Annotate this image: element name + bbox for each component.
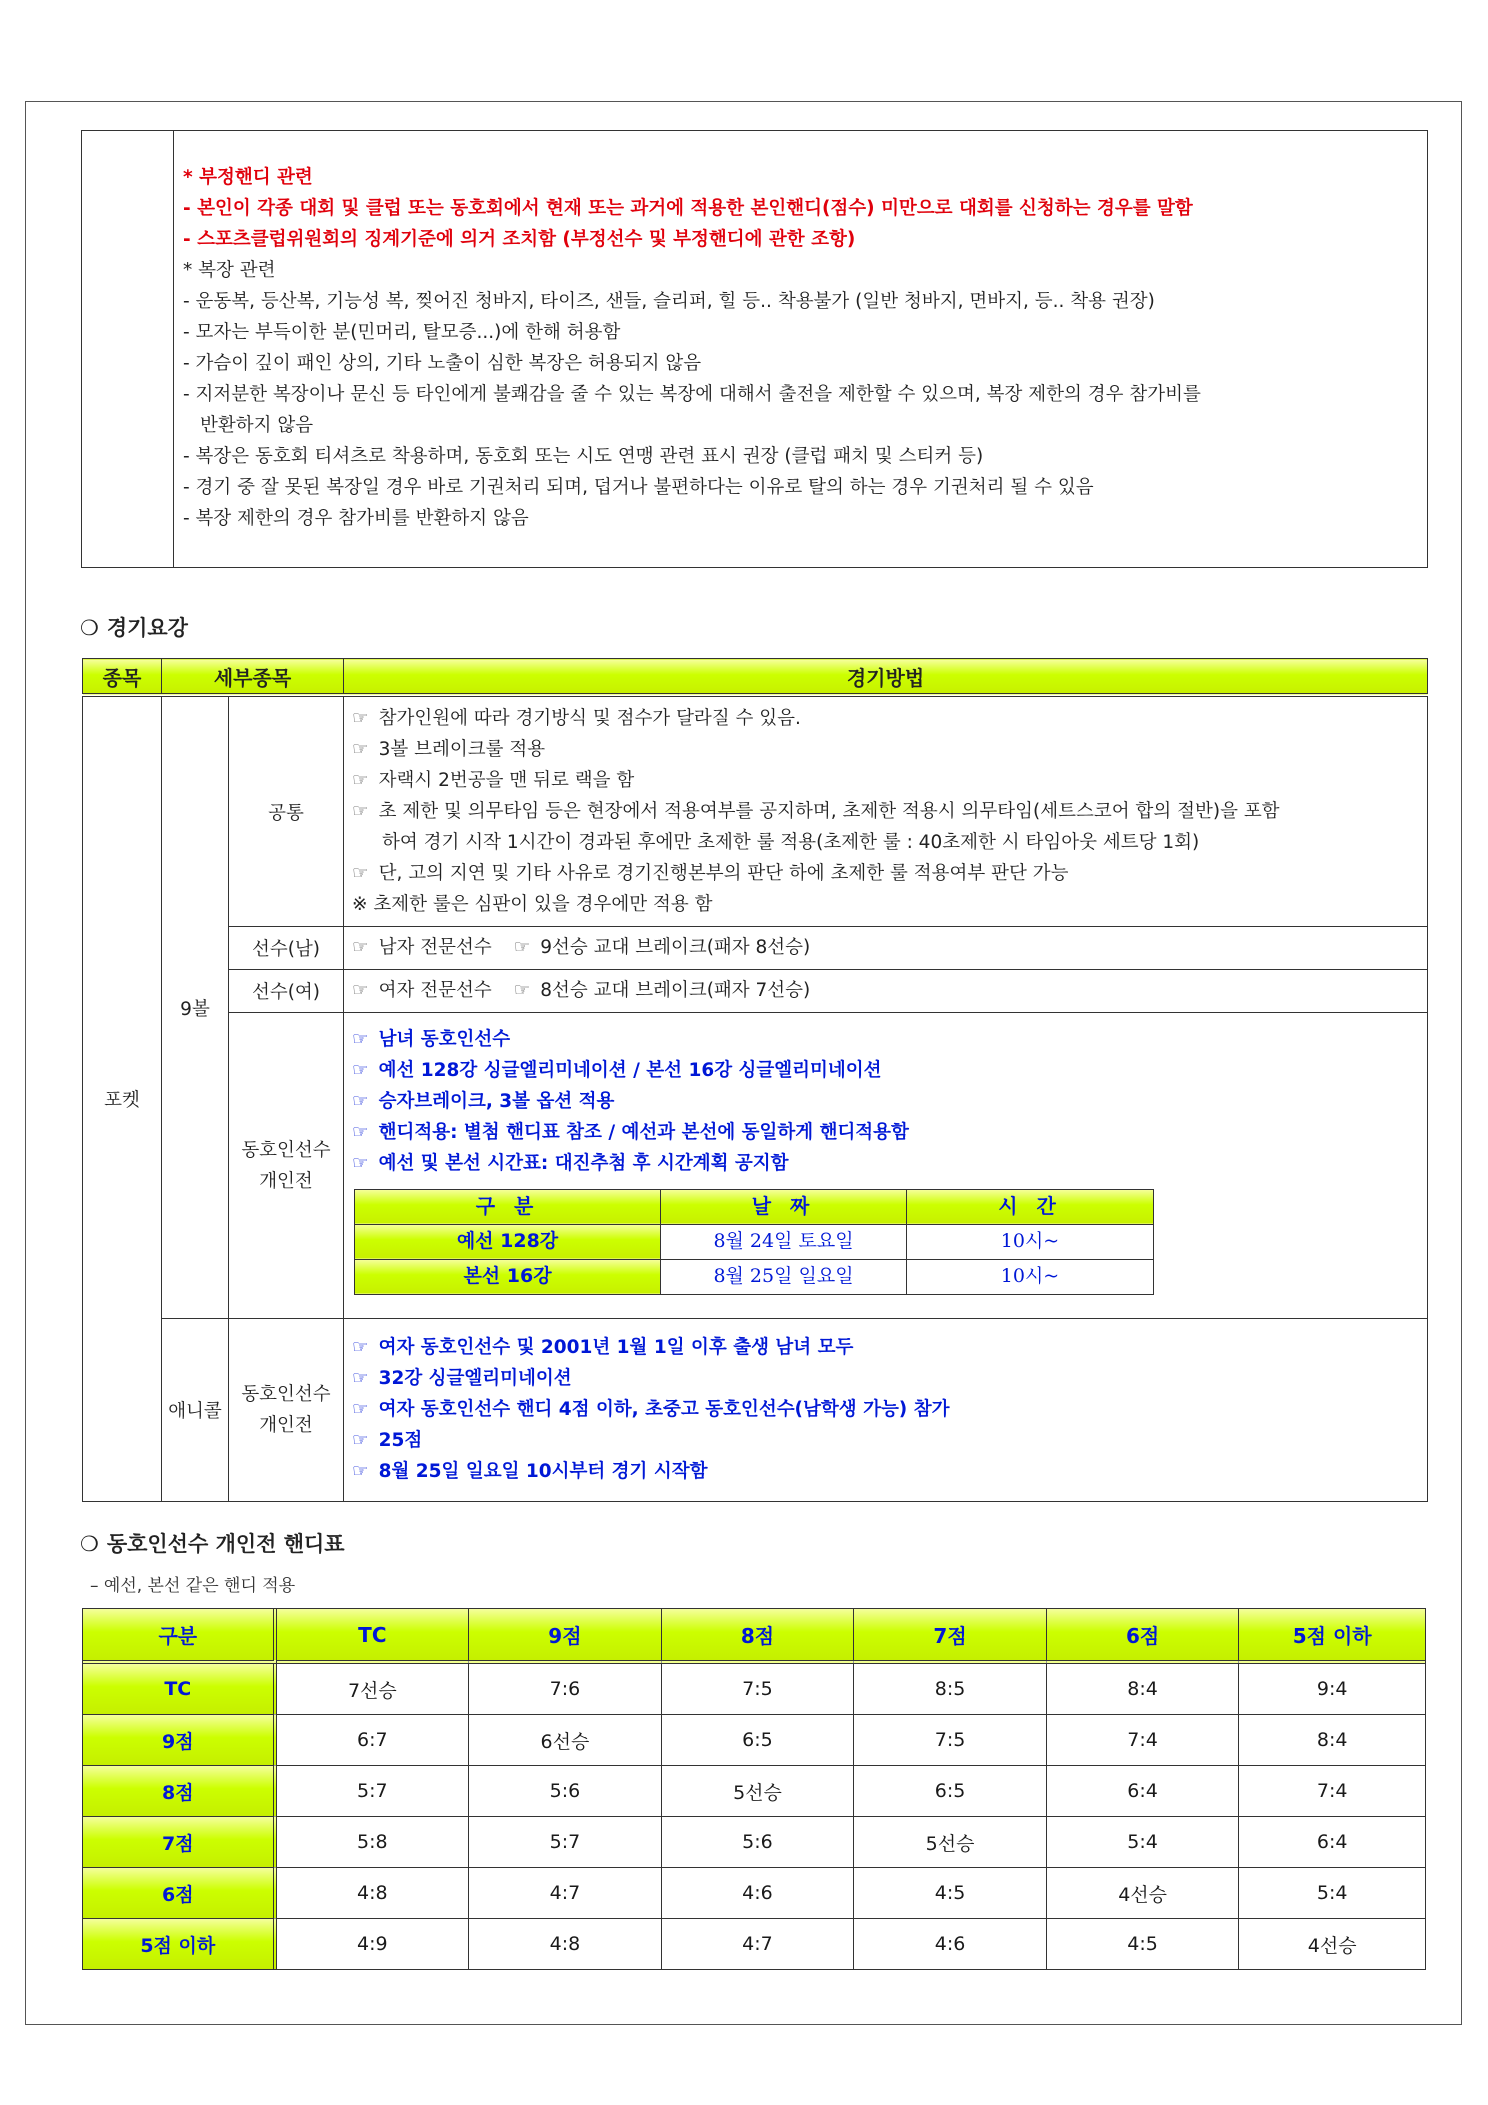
rule-text: 단, 고의 지연 및 기타 사유로 경기진행본부의 판단 하에 초제한 룰 적용여부 판단 가능 [378, 862, 1069, 884]
table-row [83, 1868, 1425, 1919]
handicap-cell: 5:6 [469, 1766, 662, 1817]
rule-text: 자랙시 2번공을 맨 뒤로 랙을 함 [378, 769, 635, 791]
handicap-header: 7점 [854, 1609, 1047, 1664]
hand-pointer-icon: ☞ [352, 1430, 369, 1451]
rule-line [352, 1332, 1427, 1363]
rule-text: 25점 [378, 1430, 423, 1451]
rule-text: 8월 25일 일요일 10시부터 경기 시작함 [378, 1461, 708, 1482]
handicap-cell: 8:4 [1239, 1715, 1425, 1766]
schedule-date: 8월 24일 토요일 [661, 1224, 907, 1259]
handicap-header: 8점 [662, 1609, 855, 1664]
anicall-rules [344, 1319, 1428, 1502]
hand-pointer-icon: ☞ [513, 980, 531, 1001]
anicall-label-2: 개인전 [259, 1415, 313, 1436]
handicap-cell: 7:5 [662, 1664, 855, 1715]
rule-line [352, 1363, 1427, 1394]
hand-pointer-icon: ☞ [352, 862, 369, 884]
rule-text: 남녀 동호인선수 [378, 1028, 511, 1050]
rule-text: 3볼 브레이크룰 적용 [378, 738, 546, 760]
rule-line [352, 858, 1427, 889]
notice-line: - 운동복, 등산복, 기능성 복, 찢어진 청바지, 타이즈, 샌들, 슬리퍼, 힐 등.. 착용불가 (일반 청바지, 면바지, 등.. 착용 권장) [183, 291, 1155, 312]
hand-pointer-icon: ☞ [352, 1399, 369, 1420]
table-row [83, 1715, 1425, 1766]
table-row [83, 1766, 1425, 1817]
rule-text: 하여 경기 시작 1시간이 경과된 후에만 초제한 룰 적용(초제한 룰 : 40초제한 시 타임아웃 세트당 1회) [382, 831, 1200, 853]
handicap-cell: 9:4 [1239, 1664, 1425, 1715]
rule-line [352, 1425, 1427, 1456]
rule-text: 예선 및 본선 시간표: 대진추첨 후 시간계획 공지함 [378, 1152, 789, 1174]
handicap-header: 5점 이하 [1239, 1609, 1425, 1664]
rule-line [352, 889, 1427, 920]
rule-text: 여자 동호인선수 핸디 4점 이하, 초중고 동호인선수(남학생 가능) 참가 [378, 1399, 950, 1420]
handicap-cell: 4:6 [662, 1868, 855, 1919]
rule-text: 승자브레이크, 3볼 옵션 적용 [378, 1090, 615, 1112]
schedule-header-date: 날 짜 [661, 1189, 907, 1224]
schedule-date: 8월 25일 일요일 [661, 1259, 907, 1294]
rule-line [352, 796, 1427, 827]
rule-text: 여자 동호인선수 및 2001년 1월 1일 이후 출생 남녀 모두 [378, 1337, 854, 1358]
schedule-row-label: 본선 16강 [355, 1259, 661, 1294]
rule-text: 초 제한 및 의무타임 등은 현장에서 적용여부를 공지하며, 초제한 적용시 의무타임(세트스코어 합의 절반)을 포함 [378, 800, 1280, 822]
hand-pointer-icon: ☞ [352, 1121, 369, 1143]
handicap-row-label: 7점 [83, 1817, 277, 1868]
sub-nine-ball: 9볼 [162, 695, 229, 1319]
hand-pointer-icon: ☞ [352, 707, 369, 729]
handicap-row-label: 9점 [83, 1715, 277, 1766]
amateur-rule-lines [352, 1024, 1427, 1179]
hand-pointer-icon: ☞ [352, 980, 369, 1001]
common-rules [344, 695, 1428, 927]
schedule-time: 10시~ [907, 1259, 1154, 1294]
notice-line: * 부정핸디 관련 [183, 167, 313, 188]
handicap-cell: 5:8 [277, 1817, 470, 1868]
schedule-time: 10시~ [907, 1224, 1154, 1259]
hand-pointer-icon: ☞ [352, 1461, 369, 1482]
handicap-cell: 7:6 [469, 1664, 662, 1715]
section-title-handicap [80, 1528, 345, 1558]
handicap-cell: 4:7 [469, 1868, 662, 1919]
hand-pointer-icon: ☞ [352, 1028, 369, 1050]
handicap-row-label: 5점 이하 [83, 1919, 277, 1969]
circle-bullet-icon: ❍ [80, 1532, 99, 1556]
handicap-cell: 5선승 [662, 1766, 855, 1817]
hand-pointer-icon: ☞ [513, 937, 531, 958]
rule-line [352, 1456, 1427, 1487]
handicap-row-label: 6점 [83, 1868, 277, 1919]
rule-text: 32강 싱글엘리미네이션 [378, 1368, 572, 1389]
notice-line: - 가슴이 깊이 패인 상의, 기타 노출이 심한 복장은 허용되지 않음 [183, 353, 702, 374]
rule-text: 예선 128강 싱글엘리미네이션 / 본선 16강 싱글엘리미네이션 [378, 1059, 882, 1081]
table-row [83, 1919, 1425, 1969]
women-rules [344, 970, 1428, 1013]
handicap-table [82, 1608, 1426, 1970]
handicap-cell: 4:8 [277, 1868, 470, 1919]
hand-pointer-icon: ☞ [352, 738, 369, 760]
rule-line [352, 1148, 1427, 1179]
amateur-label-1: 동호인선수 [241, 1139, 331, 1161]
handicap-header: TC [277, 1609, 470, 1664]
rule-line [352, 827, 1427, 858]
handicap-cell: 5선승 [854, 1817, 1047, 1868]
sub-anicall: 애니콜 [162, 1319, 229, 1502]
notice-box [81, 130, 1428, 568]
notice-line: - 본인이 각종 대회 및 클럽 또는 동호회에서 현재 또는 과거에 적용한 본인핸디(점수) 미만으로 대회를 신청하는 경우를 말함 [183, 198, 1193, 219]
handicap-row-label: 8점 [83, 1766, 277, 1817]
handicap-cell: 5:7 [277, 1766, 470, 1817]
handicap-header: 6점 [1047, 1609, 1240, 1664]
handicap-cell: 4선승 [1047, 1868, 1240, 1919]
amateur-rules [344, 1013, 1428, 1319]
handicap-cell: 4선승 [1307, 1934, 1357, 1957]
header-sub-event: 세부종목 [162, 659, 344, 696]
handicap-cell: 6:5 [662, 1715, 855, 1766]
notice-line: - 모자는 부득이한 분(민머리, 탈모증...)에 한해 허용함 [183, 322, 621, 343]
schedule-row-label: 예선 128강 [355, 1224, 661, 1259]
rule-line [352, 1394, 1427, 1425]
hand-pointer-icon: ☞ [352, 937, 369, 958]
handicap-cell: 6:4 [1239, 1817, 1425, 1868]
handicap-cell: 8:5 [854, 1664, 1047, 1715]
anicall-rule-lines [352, 1332, 1427, 1487]
handicap-cell: 4:7 [662, 1919, 855, 1969]
handicap-cell: 7:4 [1239, 1766, 1425, 1817]
event-pocket: 포켓 [83, 695, 162, 1502]
handicap-cell: 4:5 [854, 1868, 1047, 1919]
women-rule-b: 8선승 교대 브레이크(패자 7선승) [540, 980, 811, 1001]
notice-line: - 복장 제한의 경우 참가비를 반환하지 않음 [183, 508, 529, 529]
schedule-header-time: 시 간 [907, 1189, 1154, 1224]
rule-text: 참가인원에 따라 경기방식 및 점수가 달라질 수 있음. [378, 707, 801, 729]
schedule-header-division: 구 분 [355, 1189, 661, 1224]
handicap-cell: 6:4 [1047, 1766, 1240, 1817]
section-title-text: 경기요강 [106, 616, 188, 640]
handicap-cell: 7:4 [1047, 1715, 1240, 1766]
rule-text: ※ 초제한 룰은 심판이 있을 경우에만 적용 함 [352, 893, 713, 915]
rule-line [352, 703, 1427, 734]
rule-line [352, 765, 1427, 796]
section-title-rules [80, 612, 188, 642]
notice-line: 반환하지 않음 [200, 415, 314, 436]
hand-pointer-icon: ☞ [352, 769, 369, 791]
category-men: 선수(남) [229, 927, 344, 970]
hand-pointer-icon: ☞ [352, 1368, 369, 1389]
category-amateur [229, 1013, 344, 1319]
handicap-cell: 4:5 [1047, 1919, 1240, 1969]
rule-line [352, 1117, 1427, 1148]
notice-line: - 지저분한 복장이나 문신 등 타인에게 불쾌감을 줄 수 있는 복장에 대해서 출전을 제한할 수 있으며, 복장 제한의 경우 참가비를 [183, 384, 1201, 405]
handicap-cell: 5:6 [662, 1817, 855, 1868]
rule-line [352, 1055, 1427, 1086]
table-row [83, 1664, 1425, 1715]
handicap-cell: 5:4 [1047, 1817, 1240, 1868]
hand-pointer-icon: ☞ [352, 1152, 369, 1174]
competition-table [82, 658, 1428, 1502]
section-title-text: 동호인선수 개인전 핸디표 [106, 1532, 345, 1556]
hand-pointer-icon: ☞ [352, 800, 369, 822]
header-method: 경기방법 [344, 659, 1428, 696]
handicap-cell: 4:6 [854, 1919, 1047, 1969]
category-anicall-amateur [229, 1319, 344, 1502]
women-rule-a: 여자 전문선수 [378, 980, 492, 1001]
handicap-cell: 6선승 [469, 1715, 662, 1766]
handicap-cell: 5:4 [1239, 1868, 1425, 1919]
handicap-cell: 5:7 [469, 1817, 662, 1868]
handicap-row-label: TC [83, 1664, 277, 1715]
circle-bullet-icon: ❍ [80, 616, 99, 640]
table-row [83, 1817, 1425, 1868]
notice-line: - 스포츠클럽위원회의 징계기준에 의거 조치함 (부정선수 및 부정핸디에 관한 조항) [183, 229, 856, 250]
category-common: 공통 [229, 695, 344, 927]
notice-body [174, 131, 1427, 567]
category-women: 선수(여) [229, 970, 344, 1013]
hand-pointer-icon: ☞ [352, 1337, 369, 1358]
handicap-header: 9점 [469, 1609, 662, 1664]
notice-line: - 복장은 동호회 티셔츠로 착용하며, 동호회 또는 시도 연맹 관련 표시 권장 (클럽 패치 및 스티커 등) [183, 446, 984, 467]
rule-line [352, 1024, 1427, 1055]
rule-line [352, 1086, 1427, 1117]
handicap-cell: 6:7 [277, 1715, 470, 1766]
notice-left-cell [82, 131, 174, 567]
handicap-cell: 6:5 [854, 1766, 1047, 1817]
handicap-cell: 7:5 [854, 1715, 1047, 1766]
header-event: 종목 [83, 659, 162, 696]
handicap-cell: 8:4 [1047, 1664, 1240, 1715]
notice-line: - 경기 중 잘 못된 복장일 경우 바로 기권처리 되며, 덥거나 불편하다는 이유로 탈의 하는 경우 기권처리 될 수 있음 [183, 477, 1094, 498]
amateur-label-2: 개인전 [259, 1170, 313, 1192]
handicap-cell: 7선승 [277, 1664, 470, 1715]
men-rules [344, 927, 1428, 970]
handicap-cell: 4:9 [277, 1919, 470, 1969]
handicap-header: 구분 [83, 1609, 277, 1664]
handicap-cell: 4:8 [469, 1919, 662, 1969]
schedule-table [354, 1189, 1154, 1295]
rule-text: 핸디적용: 별첨 핸디표 참조 / 예선과 본선에 동일하게 핸디적용함 [378, 1121, 909, 1143]
anicall-label-1: 동호인선수 [241, 1384, 331, 1405]
men-rule-a: 남자 전문선수 [378, 937, 492, 958]
rule-line [352, 734, 1427, 765]
notice-line: * 복장 관련 [183, 260, 276, 281]
hand-pointer-icon: ☞ [352, 1090, 369, 1112]
hand-pointer-icon: ☞ [352, 1059, 369, 1081]
men-rule-b: 9선승 교대 브레이크(패자 8선승) [540, 937, 811, 958]
handicap-note: – 예선, 본선 같은 핸디 적용 [90, 1576, 296, 1596]
